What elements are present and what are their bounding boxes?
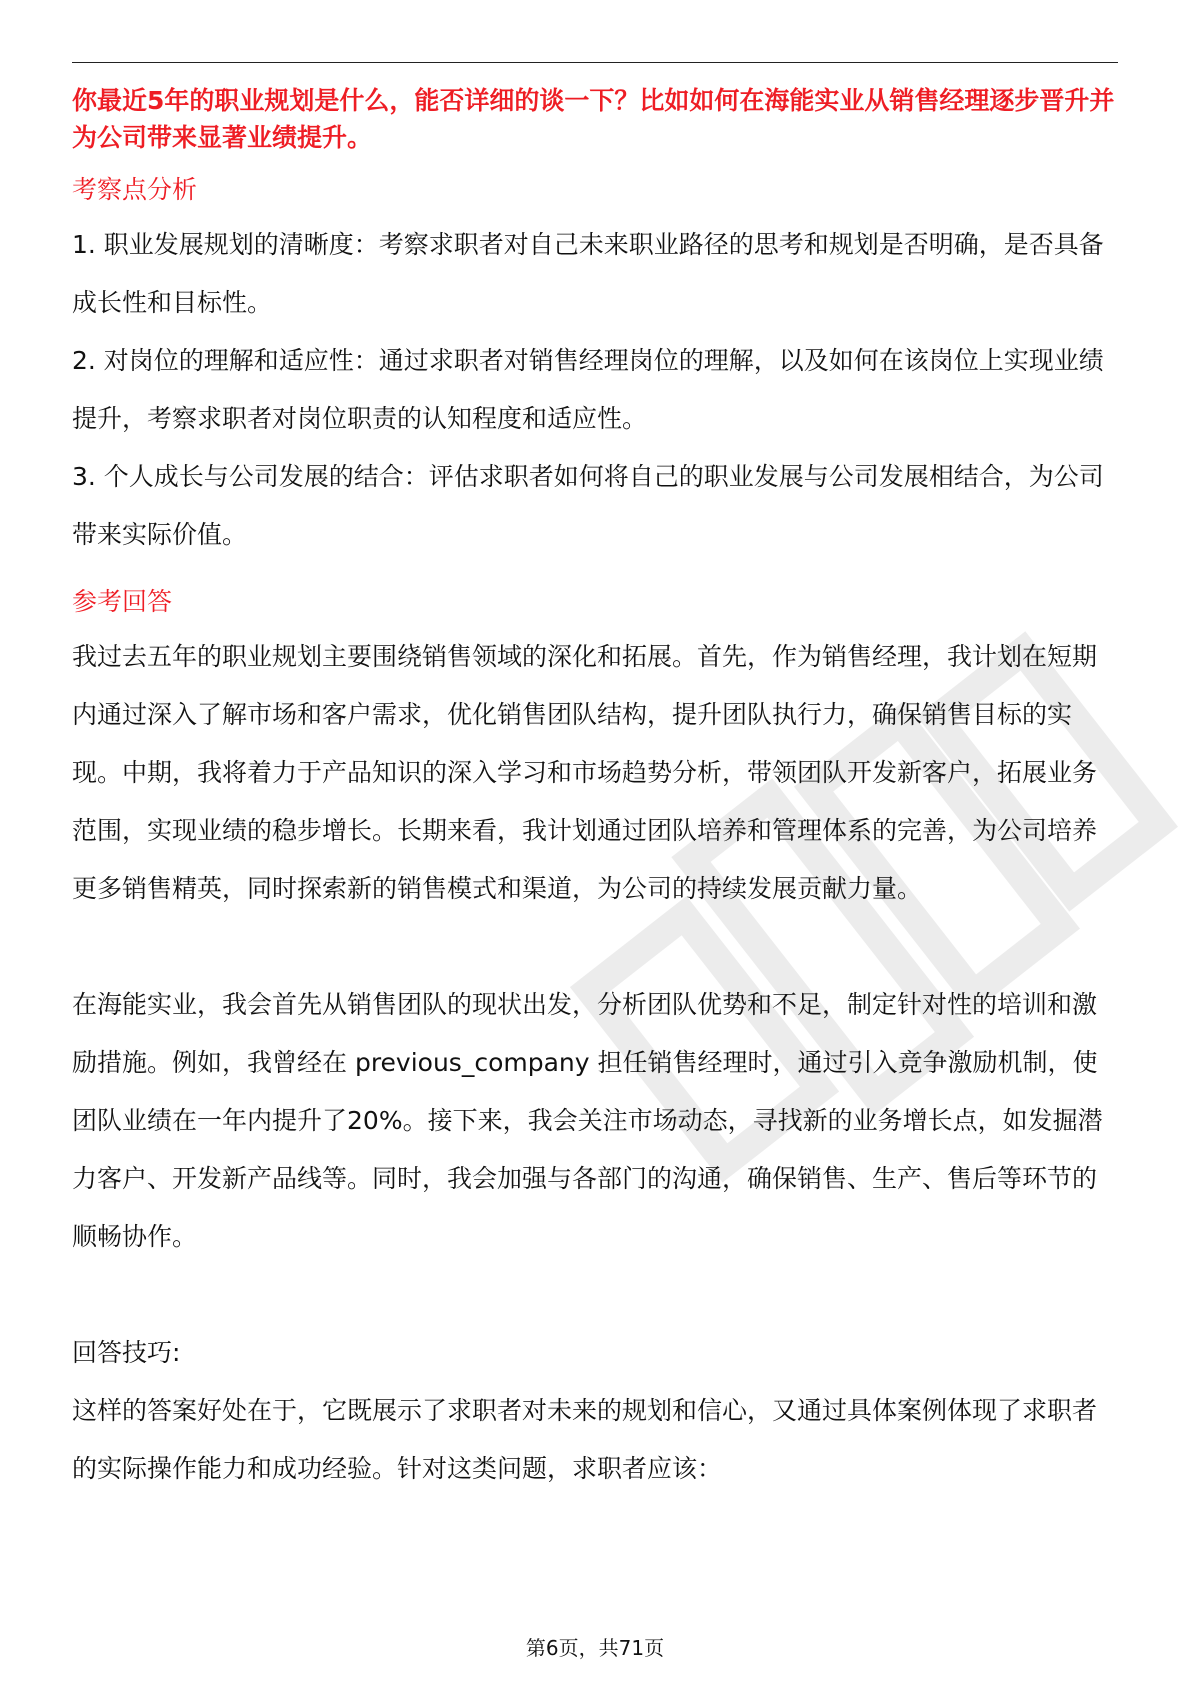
page-content: [72, 82, 1120, 1498]
analysis-item-1: 1. 职业发展规划的清晰度：考察求职者对自己未来职业路径的思考和规划是否明确，是否具备成长性和目标性。: [72, 230, 1104, 317]
answer-paragraph-1: 我过去五年的职业规划主要围绕销售领域的深化和拓展。首先，作为销售经理，我计划在短期内通过深入了解市场和客户需求，优化销售团队结构，提升团队执行力，确保销售目标的实现。中期，我将着力于产品知识的深入学习和市场趋势分析，带领团队开发新客户，拓展业务范围，实现业绩的稳步增长。长期来看，我计划通过团队培养和管理体系的完善，为公司培养更多销售精英，同时探索新的销售模式和渠道，为公司的持续发展贡献力量。: [72, 642, 1098, 903]
analysis-item-2: 2. 对岗位的理解和适应性：通过求职者对销售经理岗位的理解，以及如何在该岗位上实现业绩提升，考察求职者对岗位职责的认知程度和适应性。: [72, 346, 1104, 433]
analysis-title: 考察点分析: [72, 175, 198, 204]
top-rule: [72, 62, 1118, 63]
tips-title: 回答技巧:: [72, 1338, 181, 1367]
analysis-item-3: 3. 个人成长与公司发展的结合：评估求职者如何将自己的职业发展与公司发展相结合，为公司带来实际价值。: [72, 462, 1104, 549]
question-heading: 你最近5年的职业规划是什么，能否详细的谈一下？比如如何在海能实业从销售经理逐步晋升并为公司带来显著业绩提升。: [72, 86, 1115, 152]
page-footer: 第6页，共71页: [525, 1636, 665, 1660]
answer-paragraph-2: 在海能实业，我会首先从销售团队的现状出发，分析团队优势和不足，制定针对性的培训和激励措施。例如，我曾经在 previous_company 担任销售经理时，通过引入竞争激励机制，使团队业绩在一年内提升了20%。接下来，我会关注市场动态，寻找新的业务增长点，如发掘潜力客户、开发新产品线等。同时，我会加强与各部门的沟通，确保销售、生产、售后等环节的顺畅协作。: [72, 990, 1103, 1251]
tips-text: 这样的答案好处在于，它既展示了求职者对未来的规划和信心，又通过具体案例体现了求职者的实际操作能力和成功经验。针对这类问题，求职者应该：: [72, 1396, 1098, 1483]
answer-title: 参考回答: [72, 587, 173, 616]
